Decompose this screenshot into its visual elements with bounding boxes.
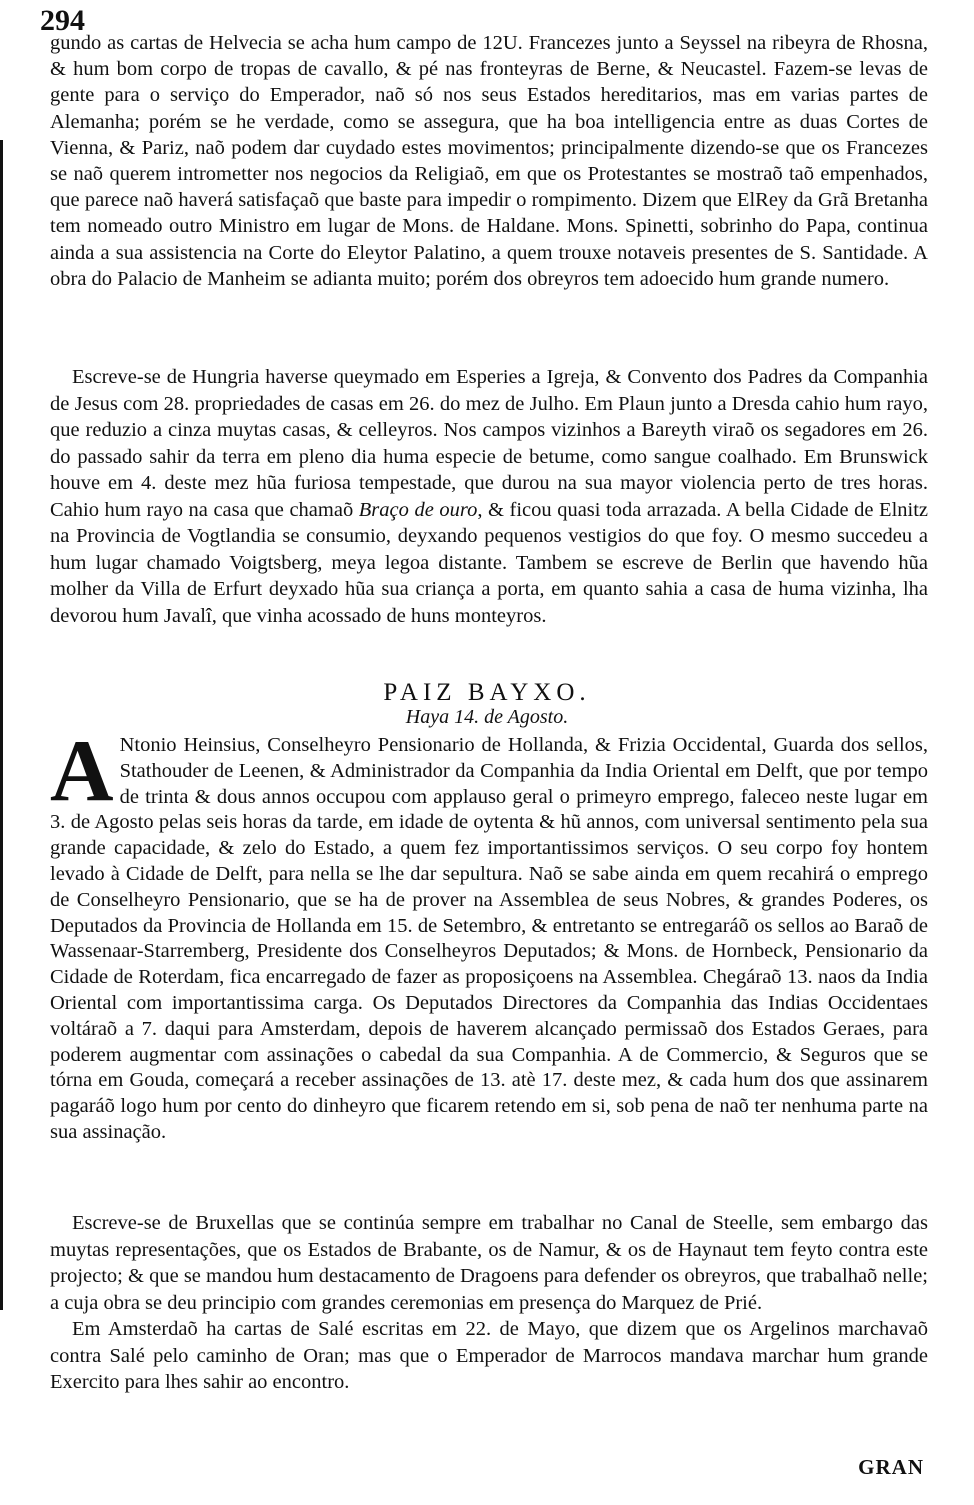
hungria-paragraph-tail: , & ficou quasi toda arrazada. A bella Cidade de Elnitz na Provincia de Vogtlandia se consumio, deyxando pequenos vestigios do que foy. O mesmo succedeu a hum lugar chamado Voigtsberg, meya legoa distante. Tambem se escreve de Berlin que havendo hũa molher da Villa de Erfurt deyxado hũa sua criança a porta, em quanto sahia a casa de huma vizinha, lha devorou hum Javalî, que vinha acossado de huns monteyros. (50, 498, 929, 627)
catchword: GRAN (858, 1455, 924, 1479)
section-heading: PAIZ BAYXO. (383, 679, 591, 706)
helvetia-article (50, 30, 928, 292)
hungria-paragraph (50, 364, 928, 629)
drop-cap: A (50, 723, 114, 820)
bruxellas-amsterdam-articles (50, 1210, 928, 1396)
hungria-article (50, 364, 928, 629)
haya-article (50, 723, 928, 1146)
hungria-paragraph-text: Escreve-se de Hungria haverse queymado em Esperies a Igreja, & Convento dos Padres da Companhia de Jesus com 28. propriedades de casas em 26. do mez de Julho. Em Plaun junto a Dresda cahio hum rayo, que reduzio a cinza muytas casas, & celleyros. Nos campos vizinhos a Bareyth viraõ os segadores em 26. do passado sahir da terra em pleno dia huma especie de betume, como sangue coalhado. Em Brunswick houve em 4. deste mez hũa furiosa tempestade, que durou na sua mayor violencia perto de tres horas. Cahio hum rayo na casa que chamaõ (50, 366, 928, 521)
braco-de-ouro-italic: Braço de ouro (358, 498, 478, 521)
heinsius-text: Ntonio Heinsius, Conselheyro Pensionario de Hollanda, & Frizia Occidental, Guarda dos sellos, Stathouder de Leenen, & Administrador da Companhia da India Oriental em Delft, que por tempo de trinta & dous annos occupou com applauso geral o primeyro emprego, faleceo neste lugar em 3. de Agosto pelas seis horas da tarde, em idade de oytenta & hũ annos, com universal sentimento pela sua grande capacidade, & zelo do Estado, a quem fez importantissimos serviços. O seu corpo foy hontem levado à Cidade de Delft, para nella se lhe dar sepultura. Naõ se sabe ainda em quem recahirá o emprego de Conselheyro Pensionario, que se ha de prover na Assemblea de seus Nobres, & grandes Poderes, os Deputados da Provincia de Hollanda em 15. de Setembro, & entretanto se entregaráõ os sellos ao Baraõ de Wassenaar-Starremberg, Presidente dos Conselheyros Deputados; & Mons. de Hornbeck, Pensionario da Cidade de Roterdam, fica encarregado de fazer as proposiçoens na Assemblea. Chegáraõ 13. naos da India Oriental com importantissima carga. Os Deputados Directores da Companhia das Indias Occidentaes voltáraõ a 7. daqui para Amsterdam, depois de haverem alcançado permissaõ dos Estados Geraes, para poderem augmentar com assinações o cabedal da sua Companhia. A de Commercio, & Seguros que se tórna em Gouda, começará a receber assinações de 13. atè 17. deste mez, & cada hum dos que assinarem pagaráõ logo hum por cento do dinheyro que ficarem retendo em si, sob pena de naõ ter nenhuma parte na sua assinação. (50, 734, 928, 1143)
heinsius-paragraph (50, 723, 928, 1146)
helvetia-paragraph: gundo as cartas de Helvecia se acha hum campo de 12U. Francezes junto a Seyssel na ribeyra de Rhosna, & hum bom corpo de tropas de cavallo, & pé nas fronteyras de Berne, & Neucastel. Fazem-se levas de gente para o serviço do Emperador, naõ só nos seus Estados hereditarios, mas em varias partes de Alemanha; porém se he verdade, como se assegura, que ha boa intelligencia entre as duas Cortes de Vienna, & Pariz, naõ podem dar cuydado estes movimentos; principalmente dizendo-se que os Francezes se naõ querem intrometter nos negocios da Religiaõ, em que os Protestantes se mostraõ taõ empenhados, que parece naõ haverá satisfaçaõ que baste para impedir o rompimento. Dizem que ElRey da Grã Bretanha tem nomeado outro Ministro em lugar de Mons. de Haldane. Mons. Spinetti, sobrinho do Papa, continua ainda a sua assistencia na Corte do Eleytor Palatino, a quem trouxe notaveis presentes de S. Santidade. A obra do Palacio de Manheim se adianta muito; porém dos obreyros tem adoecido hum grande numero. (50, 32, 928, 290)
bruxellas-paragraph: Escreve-se de Bruxellas que se continúa sempre em trabalhar no Canal de Steelle, sem embargo das muytas representações, que os Estados de Brabante, os de Namur, & os de Haynaut tem feyto contra este projecto; & que se mandou hum destacamento de Dragoens para defender os obreyros, que trabalhaõ nelle; a cuja obra se deu principio com grandes ceremonias em presença do Marquez de Prié. (50, 1212, 928, 1314)
dateline: Haya 14. de Agosto. (405, 706, 569, 728)
page-number: 294 (40, 4, 85, 37)
amsterdam-paragraph: Em Amsterdaõ ha cartas de Salé escritas em 22. de Mayo, que dizem que os Argelinos marchavaõ contra Salé pelo caminho de Oran; mas que o Emperador de Marrocos mandava marchar hum grande Exercito para lhes sahir ao encontro. (50, 1318, 928, 1393)
